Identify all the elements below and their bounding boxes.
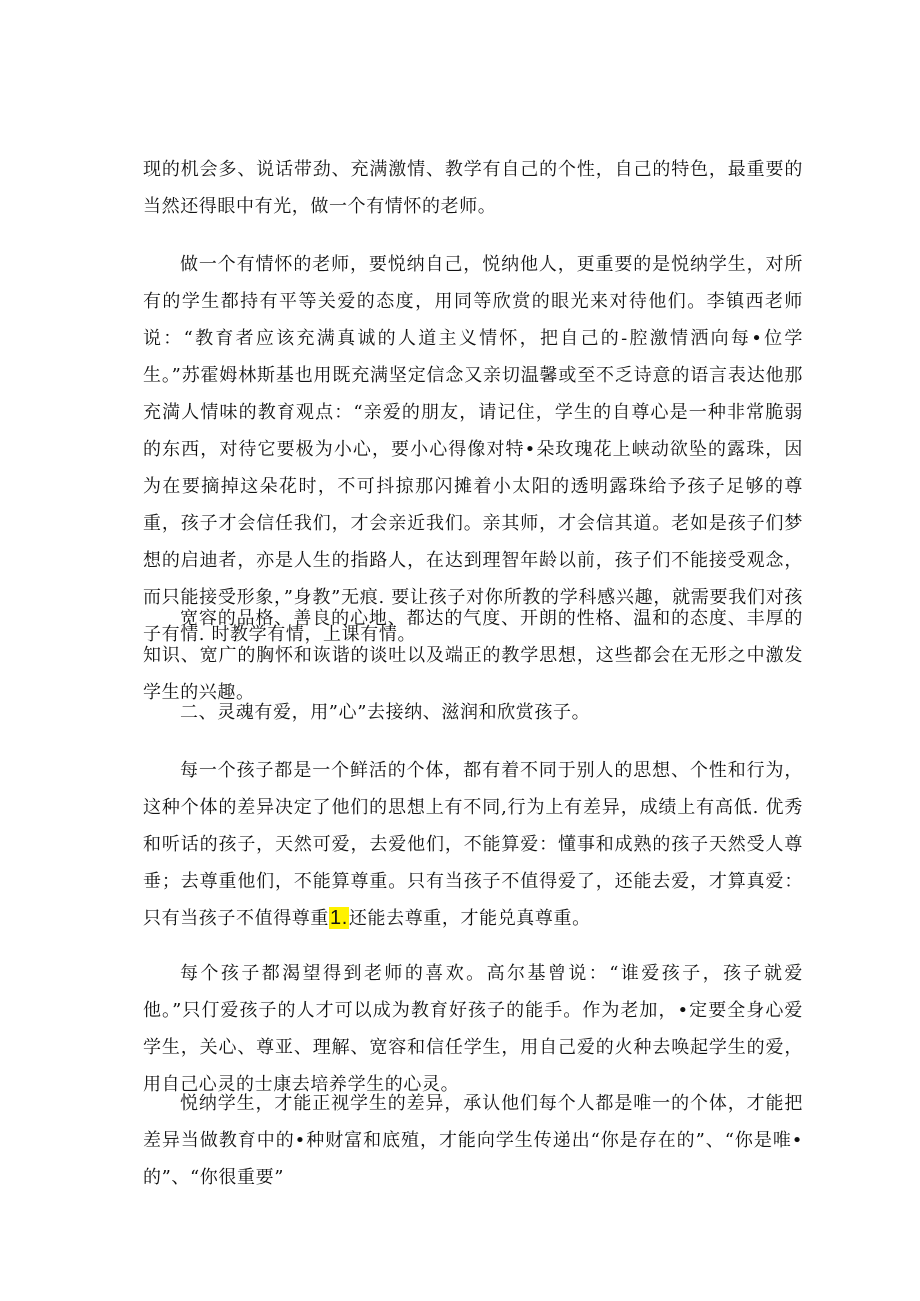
paragraph-continuation: 现的机会多、说话带劲、充满激情、教学有自己的个性，自己的特色，最重要的当然还得眼中有光，做一个有情怀的老师。 — [143, 159, 803, 217]
paragraph-accept-students: 悦纳学生，才能正视学生的差异，承认他们每个人都是唯一的个体，才能把差异当做教育中的•种财富和底殖，才能向学生传递出“你是存在的”、“你是唯•的”、“你很重要” — [143, 1093, 803, 1188]
paragraph-tolerance: 宽容的品格、善良的心地、都达的气度、开朗的性格、温和的态度、丰厚的知识、宽广的胸怀和诙谐的谈吐以及端正的教学思想，这些都会在无形之中激发学生的兴趣。 — [143, 608, 803, 703]
highlight-mark: 1. — [330, 907, 348, 929]
paragraph-text-after-mark: 还能去尊重，才能兑真尊重。 — [348, 908, 591, 929]
paragraph-teacher-empathy: 做一个有情怀的老师，要悦纳自己，悦纳他人，更重要的是悦纳学生，对所有的学生都持有平等关爱的态度，用同等欣赏的眼光来对待他们。李镇西老师说：“教育者应该充满真诚的人道主义情怀，把自己的-腔激情洒向每•位学生。”苏霍姆林斯基也用既充满坚定信念又亲切温馨或至不乏诗意的语言表达他那充満人情味的教育观点：“亲爱的朋友，请记住，学生的自尊心是一种非常脆弱的东西，对待它要极为小心，要小心得像对特•朵玫瑰花上峡动欲坠的露珠，因为在要摘掉这朵花时，不可抖掠那闪摊着小太阳的透明露珠给予孩子足够的尊重，孩子才会信任我们，才会亲近我们。亲其师，才会信其道。老如是孩子们梦想的启迪者，亦是人生的指路人，在达到理智年龄以前，孩子们不能接受观念，而只能接受形象，”身教”无痕. 要让孩子对你所教的学科感兴趣，就需要我们对孩子有情. 时教学有情，上课有情。 — [143, 254, 803, 645]
paragraph-text-before-mark: 每一个孩子都是一个鲜活的个体，都有着不同于别人的思想、个性和行为，这种个体的差异决定了他们的思想上有不同,行为上有差异，成绩上有高低. 优秀和听话的孩子，天然可爱，去爱他们，不能算爱：懂事和成熟的孩子天然受人尊垂；去尊重他们，不能算尊重。只有当孩子不值得爱了，还能去爱，才算真爱：只有当孩子不值得尊重 — [143, 760, 803, 929]
paragraph-gorky-quote: 每个孩子都渴望得到老师的喜欢。高尔基曾说：“谁爱孩子，孩子就爱他。”只仃爱孩子的人才可以成为教育好孩子的能手。作为老加，•定要全身心爱学生，关心、尊亚、理解、宽容和信任学生，用自己爱的火种去唤起学生的爱，用自己心灵的士康去培养学生的心灵。 — [143, 963, 803, 1095]
section-heading-soul-love: 二、灵魂有爱，用”心”去接纳、滋润和欣赏孩子。 — [180, 702, 591, 723]
paragraph-individual-differences — [143, 752, 803, 937]
